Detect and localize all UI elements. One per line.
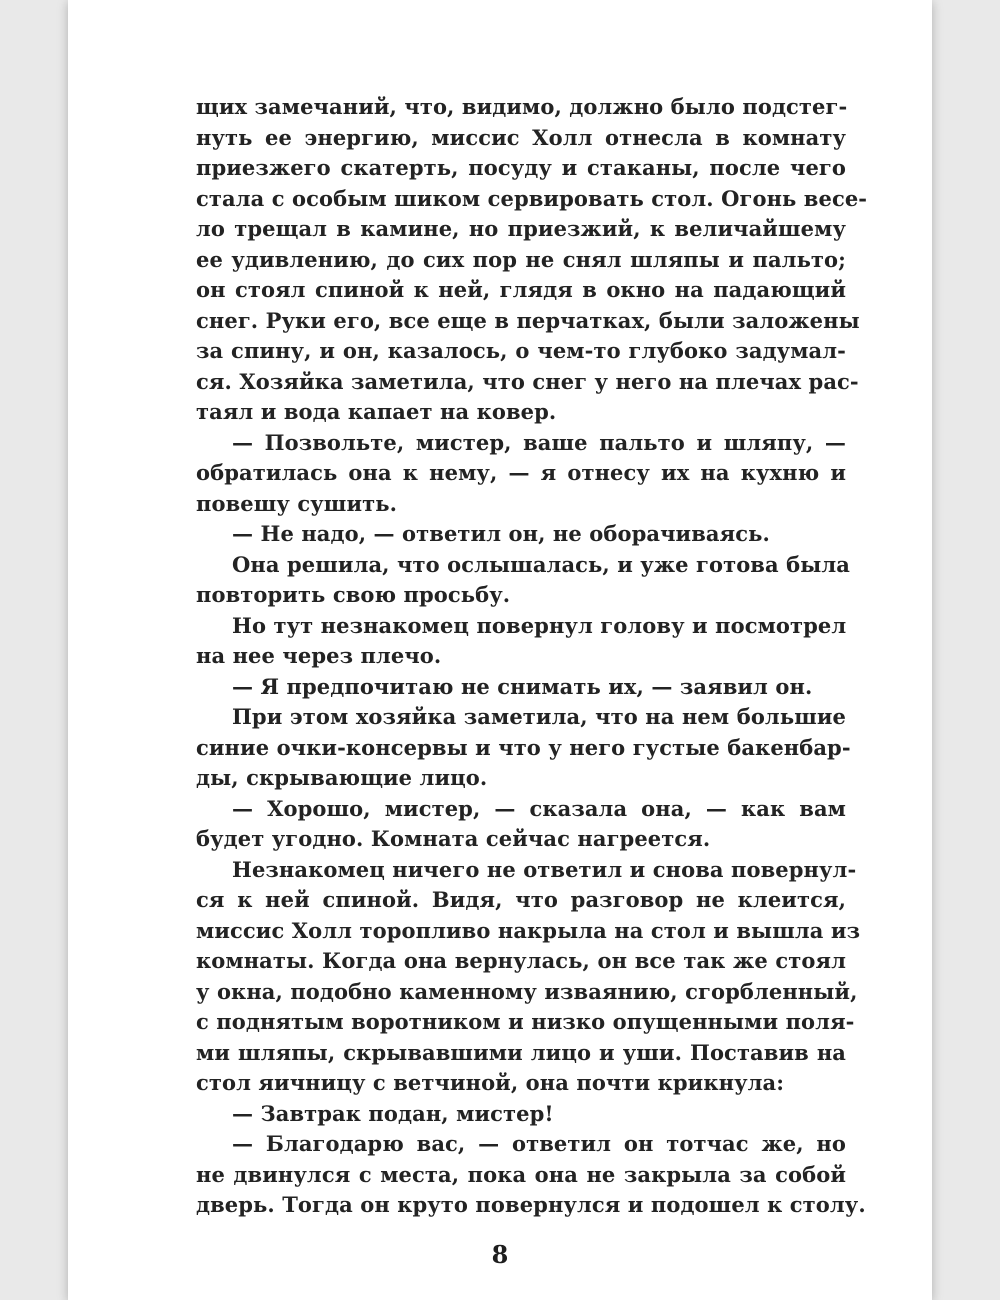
text-line: ло трещал в камине, но приезжий, к величайшему	[196, 216, 846, 241]
text-line: ми шляпы, скрывавшими лицо и уши. Поставив на	[196, 1039, 846, 1065]
text-line: с поднятым воротником и низко опущенными поля-	[196, 1009, 855, 1034]
text-line: таял и вода капает на ковер.	[196, 399, 557, 424]
text-line: приезжего скатерть, посуду и стаканы, после чего	[196, 155, 846, 180]
text-line: миссис Холл торопливо накрыла на стол и вышла из	[196, 917, 861, 943]
text-line: щих замечаний, что, видимо, должно было подстег-	[196, 94, 848, 119]
text-line: Незнакомец ничего не ответил и снова повернул-	[232, 856, 857, 882]
text-line: на нее через плечо.	[196, 643, 442, 668]
text-line: стала с особым шиком сервировать стол. Огонь весе-	[196, 185, 868, 211]
text-line: будет угодно. Комната сейчас нагреется.	[196, 826, 711, 851]
text-line: ее удивлению, до сих пор не снял шляпы и пальто;	[196, 246, 846, 272]
text-line: синие очки-консервы и что у него густые бакенбар-	[196, 734, 851, 760]
text-line: дверь. Тогда он круто повернулся и подошел к столу.	[196, 1192, 866, 1217]
text-line: повешу сушить.	[196, 490, 398, 516]
text-line: ся. Хозяйка заметила, что снег у него на плечах рас-	[196, 368, 859, 394]
text-line: не двинулся с места, пока она не закрыла за собой	[196, 1161, 846, 1187]
text-line: — Позвольте, мистер, ваше пальто и шляпу, —	[232, 429, 846, 455]
text-line: — Не надо, — ответил он, не оборачиваясь.	[232, 521, 770, 546]
text-line: Она решила, что ослышалась, и уже готова была	[232, 551, 850, 577]
text-line: — Завтрак подан, мистер!	[232, 1100, 554, 1126]
text-line: снег. Руки его, все еще в перчатках, были заложены	[196, 307, 860, 333]
text-line: Но тут незнакомец повернул голову и посмотрел	[232, 612, 847, 638]
page-number: 8	[491, 1240, 509, 1269]
book-page	[68, 0, 932, 1300]
text-line: за спину, и он, казалось, о чем-то глубоко задумал-	[196, 338, 846, 363]
text-line: — Я предпочитаю не снимать их, — заявил он.	[232, 673, 813, 699]
text-line: При этом хозяйка заметила, что на нем большие	[232, 704, 846, 729]
text-line: повторить свою просьбу.	[196, 582, 511, 607]
text-line: — Хорошо, мистер, — сказала она, — как вам	[232, 795, 846, 821]
text-line: он стоял спиной к ней, глядя в окно на падающий	[196, 277, 846, 302]
text-line: у окна, подобно каменному изваянию, сгорбленный,	[196, 978, 858, 1004]
text-line: нуть ее энергию, миссис Холл отнесла в комнату	[196, 124, 846, 150]
text-line: ся к ней спиной. Видя, что разговор не клеится,	[196, 887, 846, 912]
body-text	[196, 92, 868, 1221]
text-line: обратилась она к нему, — я отнесу их на кухню и	[196, 460, 846, 485]
text-line: ды, скрывающие лицо.	[196, 765, 488, 790]
text-line: — Благодарю вас, — ответил он тотчас же, но	[232, 1131, 846, 1156]
text-line: комнаты. Когда она вернулась, он все так же стоял	[196, 948, 846, 973]
text-line: стол яичницу с ветчиной, она почти крикнула:	[196, 1070, 785, 1095]
